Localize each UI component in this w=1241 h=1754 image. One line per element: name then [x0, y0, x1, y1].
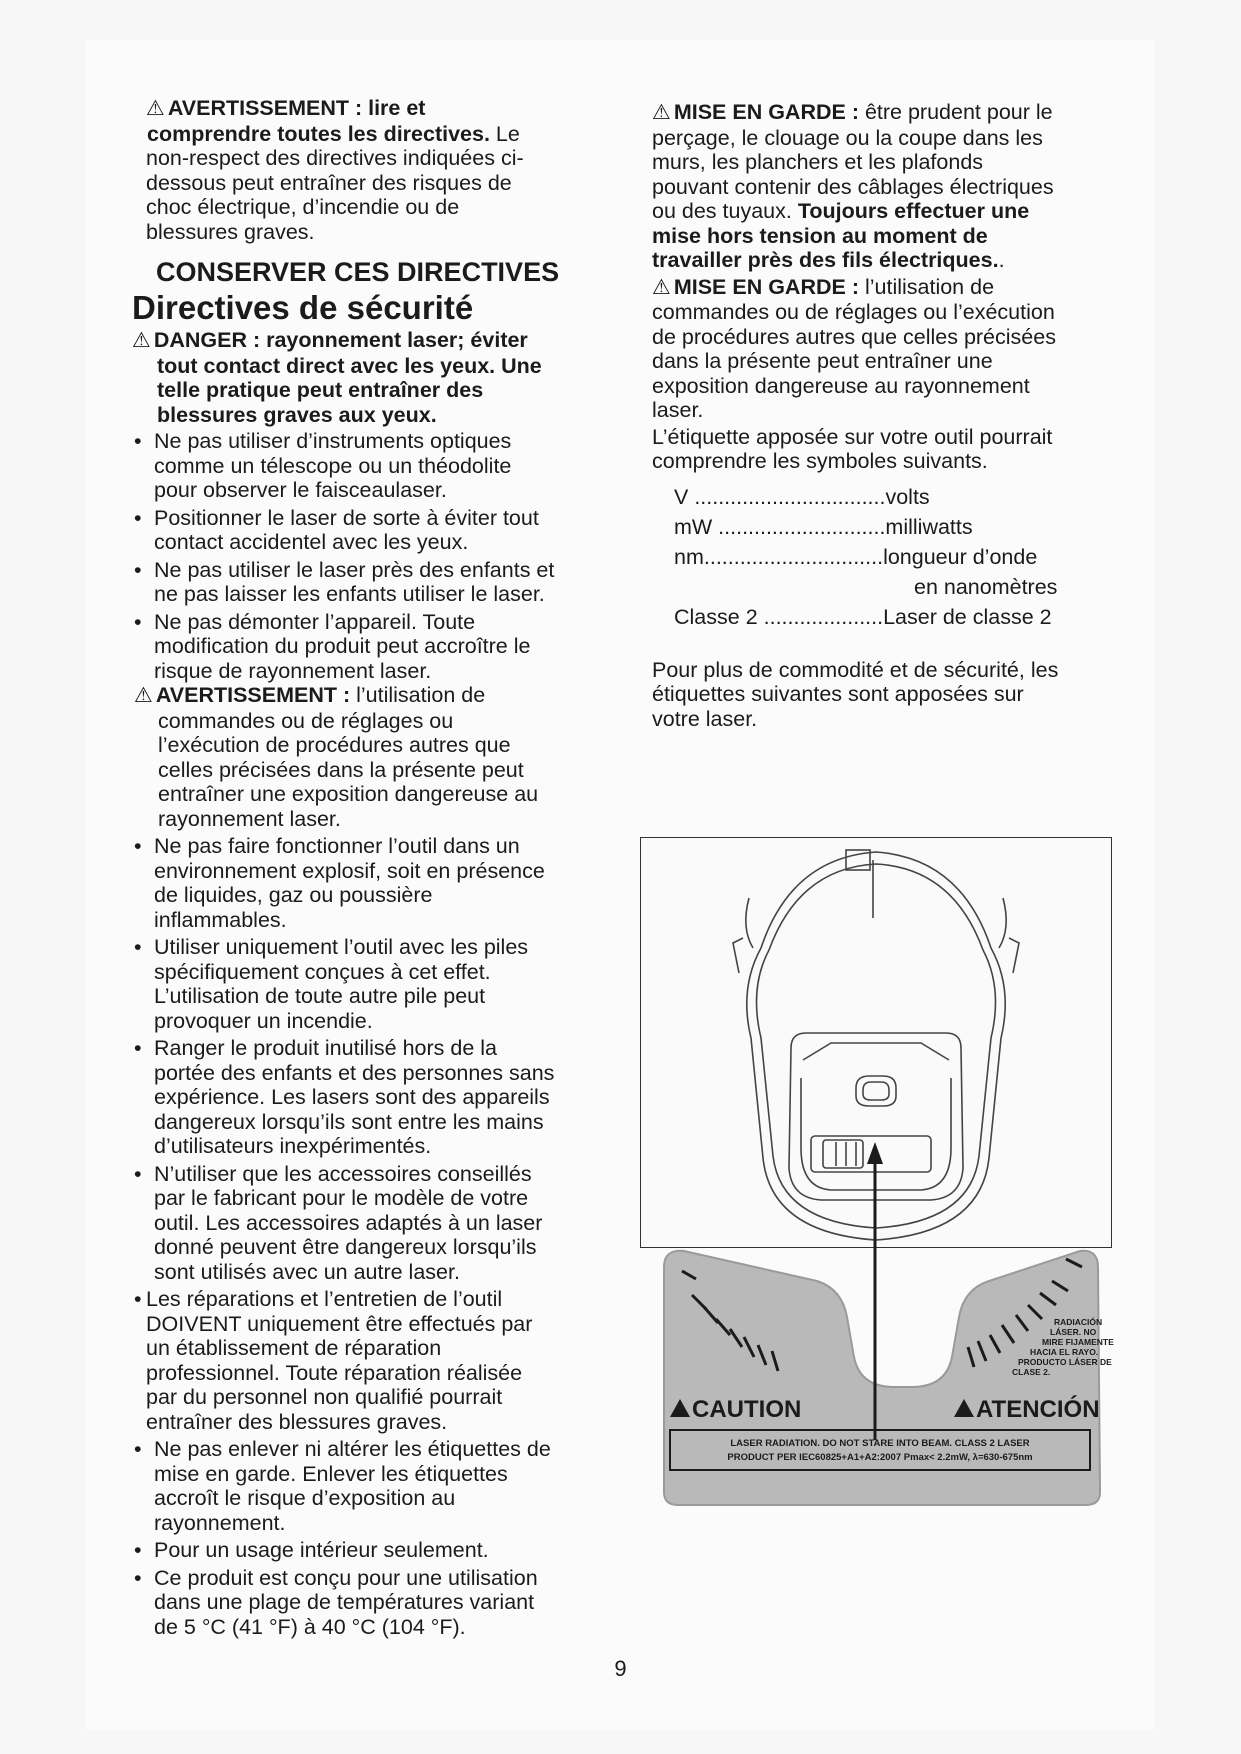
list-line: mise en garde. Enlever les étiquettes	[154, 1461, 508, 1486]
list-line: • Ce produit est conçu pour une utilisation	[154, 1565, 538, 1590]
list-line: un établissement de réparation	[146, 1336, 442, 1360]
label-intro-line: comprendre les symboles suivants.	[652, 449, 988, 473]
list-line: comme un télescope ou un théodolite	[154, 453, 512, 478]
list-line: • Ne pas utiliser d’instruments optiques	[154, 429, 512, 453]
warning-line: celles précisées dans la présente peut	[158, 757, 524, 782]
save-directives-heading: CONSERVER CES DIRECTIVES	[156, 257, 560, 287]
caution-text: être prudent pour le	[858, 100, 1053, 124]
list-line: spécifiquement conçues à cet effet.	[154, 959, 491, 984]
caution-controls-block	[652, 275, 1122, 423]
spanish-line: PRODUCTO LÁSER DE	[1018, 1357, 1112, 1367]
safety-directives-title: Directives de sécurité	[132, 289, 474, 326]
list-item	[126, 1566, 631, 1640]
caution-line: de procédures autres que celles précisées	[652, 324, 1056, 349]
warning-bold-text: comprendre toutes les directives.	[147, 121, 490, 146]
caution-text: ou des tuyaux.	[652, 199, 798, 223]
list-item	[126, 558, 631, 607]
warning-read-directives	[146, 96, 631, 244]
list-line: ne pas laisser les enfants utiliser le laser.	[154, 582, 545, 606]
list-line: dans une plage de températures variant	[154, 1590, 535, 1614]
warning-title: AVERTISSEMENT : lire et	[167, 96, 426, 120]
list-item	[126, 1437, 631, 1535]
warning-line: dessous peut entraîner des risques de	[146, 170, 512, 195]
list-line: • Positionner le laser de sorte à éviter tout	[154, 505, 539, 530]
list-line: de 5 °C (41 °F) à 40 °C (104 °F).	[154, 1614, 466, 1639]
list-line: entraîner des blessures graves.	[146, 1409, 448, 1434]
left-column	[126, 96, 631, 1639]
list-item	[126, 1287, 631, 1434]
list-line: • Ne pas faire fonctionner l’outil dans un	[154, 834, 520, 858]
symbols-table	[674, 482, 1122, 632]
list-item	[126, 1036, 631, 1159]
caution-text: CAUTION	[692, 1396, 802, 1423]
pointer-arrow	[860, 1140, 890, 1440]
list-line: d’utilisateurs inexpérimentés.	[154, 1134, 432, 1158]
spanish-line: HACIA EL RAYO.	[1030, 1347, 1099, 1357]
list-line: • Ranger le produit inutilisé hors de la	[154, 1036, 498, 1060]
spanish-line: RADIACIÓN	[1054, 1317, 1103, 1327]
warning-line: choc électrique, d’incendie ou de	[146, 195, 460, 219]
bottom-text-line: LASER RADIATION. DO NOT STARE INTO BEAM. CLASS 2 LASER	[730, 1438, 1030, 1449]
warning-laser-block	[134, 683, 631, 831]
spanish-line: CLASE 2.	[1012, 1367, 1051, 1377]
label-intro	[652, 425, 1122, 474]
list-line: pour observer le faisceaulaser.	[154, 478, 447, 502]
danger-line: blessures graves aux yeux.	[157, 402, 437, 427]
bullet-list-1	[126, 429, 631, 683]
list-line: L’utilisation de toute autre pile peut	[154, 984, 486, 1008]
symbol-row: V ................................volts	[674, 484, 930, 509]
caution-text: l’utilisation de	[858, 274, 995, 299]
list-line: environnement explosif, soit en présence	[154, 858, 545, 883]
list-line: • Utiliser uniquement l’outil avec les piles	[154, 935, 529, 959]
warning-triangle-icon: ⚠	[652, 275, 671, 299]
warning-line: rayonnement laser.	[158, 806, 341, 831]
symbol-row: mW ............................milliwatts	[674, 514, 973, 539]
symbol-row: nm..............................longueur d’onde	[674, 544, 1038, 569]
list-line: accroît le risque d’exposition au	[154, 1486, 456, 1510]
warning-line: blessures graves.	[146, 219, 315, 244]
list-line: risque de rayonnement laser.	[154, 658, 432, 683]
label-intro-line: L’étiquette apposée sur votre outil pourrait	[652, 424, 1053, 449]
convenience-line: étiquettes suivantes sont apposées sur	[652, 682, 1024, 706]
caution-line: commandes ou de réglages ou l’exécution	[652, 300, 1055, 324]
caution-label: MISE EN GARDE :	[673, 274, 859, 299]
warning-text: l’utilisation de	[350, 683, 486, 707]
bullet-list-2	[126, 834, 631, 1639]
list-line: • Ne pas démonter l’appareil. Toute	[154, 609, 476, 634]
danger-line: tout contact direct avec les yeux. Une	[157, 353, 542, 378]
warning-line: entraîner une exposition dangereuse au	[158, 782, 539, 806]
list-line: de liquides, gaz ou poussière	[154, 883, 433, 907]
list-line: • Pour un usage intérieur seulement.	[154, 1538, 489, 1562]
spanish-line: MIRE FIJAMENTE	[1042, 1337, 1114, 1347]
warning-triangle-icon: ⚠	[134, 684, 153, 707]
warning-label: AVERTISSEMENT :	[155, 683, 351, 707]
symbol-row: Classe 2 ....................Laser de classe 2	[674, 604, 1052, 629]
bottom-text-line: PRODUCT PER IEC60825+A1+A2:2007 Pmax< 2.2mW, λ=630-675nm	[727, 1452, 1033, 1463]
page-number: 9	[614, 1656, 627, 1681]
list-line: par du personnel non qualifié pourrait	[146, 1385, 503, 1409]
danger-line: telle pratique peut entraîner des	[157, 378, 484, 402]
atencion-heading	[954, 1395, 1100, 1423]
convenience-line: Pour plus de commodité et de sécurité, les	[652, 657, 1059, 682]
list-item	[126, 1162, 631, 1285]
list-line: • Ne pas enlever ni altérer les étiquettes de	[154, 1437, 551, 1461]
convenience-note	[652, 658, 1122, 732]
list-line: rayonnement.	[154, 1510, 286, 1535]
caution-line: exposition dangereuse au rayonnement	[652, 373, 1030, 398]
right-column	[652, 100, 1122, 731]
list-line: portée des enfants et des personnes sans	[154, 1060, 555, 1085]
list-line: dangereux lorsqu’ils sont entre les mains	[154, 1109, 544, 1134]
caution-label: MISE EN GARDE :	[673, 100, 859, 124]
list-line: provoquer un incendie.	[154, 1008, 373, 1033]
warning-line: non-respect des directives indiquées ci-	[146, 146, 524, 170]
list-item	[126, 610, 631, 684]
caution-drilling-block	[652, 100, 1122, 273]
warning-triangle-icon: ⚠	[146, 97, 165, 120]
list-line: expérience. Les lasers sont des appareils	[154, 1085, 550, 1109]
caution-bold-line: mise hors tension au moment de	[652, 223, 988, 248]
caution-line: laser.	[652, 398, 704, 422]
danger-block	[132, 328, 631, 427]
list-item	[126, 506, 631, 555]
caution-bold-text: Toujours effectuer une	[797, 199, 1030, 223]
atencion-text: ATENCIÓN	[976, 1396, 1100, 1423]
list-line: outil. Les accessoires adaptés à un laser	[154, 1210, 543, 1235]
caution-bold-line: travailler près des fils électriques.	[652, 248, 999, 272]
caution-line: perçage, le clouage ou la coupe dans les	[652, 125, 1043, 150]
list-line: par le fabricant pour le modèle de votre	[154, 1186, 529, 1210]
caution-text: .	[998, 248, 1005, 272]
warning-line: l’exécution de procédures autres que	[158, 733, 511, 757]
danger-line: DANGER : rayonnement laser; éviter	[153, 328, 528, 352]
list-line: modification du produit peut accroître le	[154, 634, 531, 658]
symbol-row-continuation: en nanomètres	[914, 574, 1058, 599]
caution-line: pouvant contenir des câblages électriques	[652, 174, 1054, 199]
warning-text: Le	[489, 121, 520, 146]
warning-triangle-icon: ⚠	[652, 101, 671, 124]
list-item	[126, 429, 631, 503]
list-line: professionnel. Toute réparation réalisée	[146, 1360, 523, 1385]
list-line: • N’utiliser que les accessoires conseillés	[154, 1161, 532, 1186]
warning-triangle-icon: ⚠	[132, 329, 151, 352]
convenience-line: votre laser.	[652, 706, 758, 731]
list-line: • Ne pas utiliser le laser près des enfants et	[154, 557, 555, 582]
caution-line: dans la présente peut entraîner une	[652, 349, 993, 373]
list-line: contact accidentel avec les yeux.	[154, 530, 469, 554]
list-item	[126, 935, 631, 1033]
list-line: DOIVENT uniquement être effectués par	[146, 1311, 533, 1336]
list-item	[126, 834, 631, 932]
list-line: • Les réparations et l’entretien de l’outil	[146, 1287, 503, 1311]
spanish-line: LÁSER. NO	[1050, 1327, 1097, 1337]
list-line: sont utilisés avec un autre laser.	[154, 1259, 460, 1284]
list-item	[126, 1538, 631, 1563]
warning-line: commandes ou de réglages ou	[158, 708, 454, 733]
caution-line: murs, les planchers et les plafonds	[652, 150, 984, 174]
list-line: donné peuvent être dangereux lorsqu’ils	[154, 1235, 537, 1259]
list-line: inflammables.	[154, 907, 287, 932]
